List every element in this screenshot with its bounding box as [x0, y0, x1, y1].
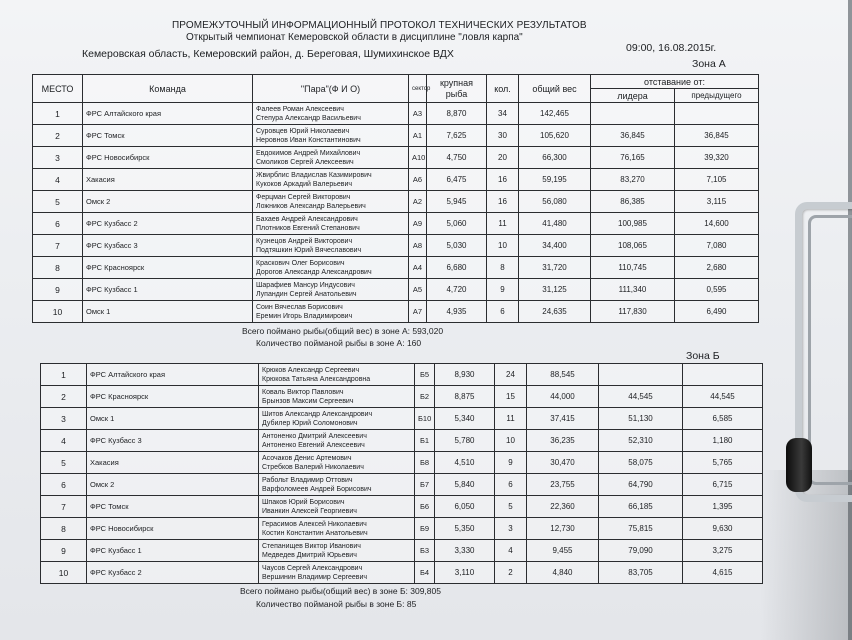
- pair-member-1: Степанищев Виктор Иванович: [262, 542, 361, 550]
- total-weight-cell: 37,415: [527, 408, 599, 430]
- zone-a-results-table: [32, 74, 759, 323]
- total-weight-cell: 22,360: [527, 496, 599, 518]
- table-row: [33, 125, 759, 147]
- pair-cell: [253, 125, 409, 147]
- table-row: [41, 408, 763, 430]
- big-fish-cell: 4,720: [427, 279, 487, 301]
- big-fish-cell: 5,340: [435, 408, 495, 430]
- team-cell: Омск 1: [83, 301, 253, 323]
- sector-cell: Б1: [415, 430, 435, 452]
- pair-member-2: Лупандин Сергей Анатольевич: [256, 290, 357, 298]
- table-row: [41, 386, 763, 408]
- sector-cell: А6: [409, 169, 427, 191]
- pair-member-1: Краскович Олег Борисович: [256, 259, 345, 267]
- total-weight-cell: 4,840: [527, 562, 599, 584]
- gap-previous-cell: 2,680: [675, 257, 759, 279]
- pair-member-2: Кукоков Аркадий Валерьевич: [256, 180, 353, 188]
- place-cell: 3: [41, 408, 87, 430]
- pair-cell: [259, 452, 415, 474]
- team-cell: ФРС Кузбасс 3: [87, 430, 259, 452]
- count-cell: 34: [487, 103, 519, 125]
- pair-member-1: Крюков Александр Сергеевич: [262, 366, 360, 374]
- table-row: [41, 430, 763, 452]
- clipboard-clip-grip: [786, 438, 812, 492]
- place-cell: 1: [41, 364, 87, 386]
- place-cell: 2: [33, 125, 83, 147]
- place-cell: 8: [41, 518, 87, 540]
- count-cell: 3: [495, 518, 527, 540]
- gap-previous-cell: 3,115: [675, 191, 759, 213]
- zone-a-total-count: Количество пойманой рыбы в зоне А: 160: [256, 338, 422, 348]
- gap-leader-cell: 111,340: [591, 279, 675, 301]
- pair-cell: [259, 518, 415, 540]
- count-cell: 11: [487, 213, 519, 235]
- gap-leader-cell: 86,385: [591, 191, 675, 213]
- big-fish-cell: 5,030: [427, 235, 487, 257]
- table-row: [33, 103, 759, 125]
- count-cell: 5: [495, 496, 527, 518]
- gap-leader-cell: 110,745: [591, 257, 675, 279]
- table-row: [33, 191, 759, 213]
- table-row: [41, 518, 763, 540]
- big-fish-cell: 6,475: [427, 169, 487, 191]
- team-cell: Омск 2: [83, 191, 253, 213]
- pair-cell: [253, 257, 409, 279]
- pair-member-1: Шпаков Юрий Борисович: [262, 498, 345, 506]
- place-cell: 4: [41, 430, 87, 452]
- total-weight-cell: 105,620: [519, 125, 591, 147]
- total-weight-cell: 88,545: [527, 364, 599, 386]
- pair-member-1: Чаусов Сергей Александрович: [262, 564, 363, 572]
- gap-leader-cell: 79,090: [599, 540, 683, 562]
- total-weight-cell: 31,720: [519, 257, 591, 279]
- team-cell: ФРС Алтайского края: [87, 364, 259, 386]
- count-cell: 30: [487, 125, 519, 147]
- big-fish-cell: 5,060: [427, 213, 487, 235]
- col-place-header: МЕСТО: [33, 75, 83, 103]
- pair-cell: [259, 540, 415, 562]
- team-cell: ФРС Томск: [83, 125, 253, 147]
- table-row: [41, 452, 763, 474]
- pair-cell: [253, 147, 409, 169]
- table-row: [33, 147, 759, 169]
- big-fish-cell: 7,625: [427, 125, 487, 147]
- pair-member-2: Дорогов Александр Александрович: [256, 268, 372, 276]
- place-cell: 7: [33, 235, 83, 257]
- sector-cell: А1: [409, 125, 427, 147]
- pair-member-2: Подтяшкин Юрий Вячеславович: [256, 246, 362, 254]
- pair-member-2: Антоненко Евгений Алексеевич: [262, 441, 365, 449]
- pair-member-2: Степура Александр Васильевич: [256, 114, 361, 122]
- pair-cell: [259, 562, 415, 584]
- gap-leader-cell: [591, 103, 675, 125]
- document-datetime: 09:00, 16.08.2015г.: [626, 42, 717, 54]
- pair-member-1: Шитов Александр Александрович: [262, 410, 373, 418]
- col-total-header: общий вес: [519, 75, 591, 103]
- sector-cell: Б3: [415, 540, 435, 562]
- count-cell: 6: [487, 301, 519, 323]
- sector-cell: Б10: [415, 408, 435, 430]
- pair-member-1: Асочаков Денис Артемович: [262, 454, 352, 462]
- total-weight-cell: 44,000: [527, 386, 599, 408]
- col-count-header: кол.: [487, 75, 519, 103]
- table-row: [33, 169, 759, 191]
- pair-cell: [253, 213, 409, 235]
- pair-member-2: Плотников Евгений Степанович: [256, 224, 360, 232]
- gap-leader-cell: 52,310: [599, 430, 683, 452]
- col-previous-header: предыдущего: [675, 89, 759, 103]
- count-cell: 6: [495, 474, 527, 496]
- sector-cell: Б5: [415, 364, 435, 386]
- pair-member-1: Ферцман Сергей Викторович: [256, 193, 351, 201]
- pair-cell: [259, 430, 415, 452]
- gap-previous-cell: 14,600: [675, 213, 759, 235]
- big-fish-cell: 5,945: [427, 191, 487, 213]
- count-cell: 8: [487, 257, 519, 279]
- pair-cell: [253, 279, 409, 301]
- gap-leader-cell: [599, 364, 683, 386]
- big-fish-cell: 4,750: [427, 147, 487, 169]
- gap-previous-cell: 3,275: [683, 540, 763, 562]
- count-cell: 2: [495, 562, 527, 584]
- table-row: [33, 301, 759, 323]
- count-cell: 16: [487, 191, 519, 213]
- pair-member-1: Суровцев Юрий Николаевич: [256, 127, 350, 135]
- sector-cell: Б8: [415, 452, 435, 474]
- team-cell: ФРС Кузбасс 1: [83, 279, 253, 301]
- total-weight-cell: 12,730: [527, 518, 599, 540]
- team-cell: Омск 2: [87, 474, 259, 496]
- team-cell: ФРС Новосибирск: [87, 518, 259, 540]
- total-weight-cell: 66,300: [519, 147, 591, 169]
- total-weight-cell: 34,400: [519, 235, 591, 257]
- gap-previous-cell: 1,180: [683, 430, 763, 452]
- place-cell: 1: [33, 103, 83, 125]
- gap-leader-cell: 76,165: [591, 147, 675, 169]
- pair-cell: [259, 496, 415, 518]
- document-title: ПРОМЕЖУТОЧНЫЙ ИНФОРМАЦИОННЫЙ ПРОТОКОЛ ТЕХНИЧЕСКИХ РЕЗУЛЬТАТОВ: [172, 20, 587, 31]
- big-fish-cell: 3,110: [435, 562, 495, 584]
- pair-cell: [253, 103, 409, 125]
- place-cell: 10: [33, 301, 83, 323]
- big-fish-cell: 4,510: [435, 452, 495, 474]
- col-pair-header: "Пара"(Ф И О): [253, 75, 409, 103]
- pair-member-2: Крюкова Татьяна Александровна: [262, 375, 371, 383]
- zone-b-total-count: Количество пойманой рыбы в зоне Б: 85: [256, 599, 417, 609]
- pair-member-2: Дубилер Юрий Соломонович: [262, 419, 358, 427]
- clipboard-clip-inner-wire: [808, 215, 852, 485]
- pair-member-2: Смоликов Сергей Алексеевич: [256, 158, 354, 166]
- big-fish-cell: 4,935: [427, 301, 487, 323]
- gap-leader-cell: 64,790: [599, 474, 683, 496]
- place-cell: 3: [33, 147, 83, 169]
- zone-b-label: Зона Б: [686, 350, 720, 362]
- table-row: [41, 562, 763, 584]
- table-row: [41, 496, 763, 518]
- team-cell: Омск 1: [87, 408, 259, 430]
- table-row: [33, 235, 759, 257]
- pair-member-2: Иванкин Алексей Георгиевич: [262, 507, 357, 515]
- total-weight-cell: 30,470: [527, 452, 599, 474]
- pair-member-2: Еремин Игорь Владимирович: [256, 312, 353, 320]
- gap-leader-cell: 75,815: [599, 518, 683, 540]
- pair-member-1: Герасимов Алексей Николаевич: [262, 520, 367, 528]
- table-row: [41, 540, 763, 562]
- gap-previous-cell: 6,490: [675, 301, 759, 323]
- sector-cell: А2: [409, 191, 427, 213]
- big-fish-cell: 6,050: [435, 496, 495, 518]
- gap-previous-cell: 36,845: [675, 125, 759, 147]
- big-fish-cell: 5,780: [435, 430, 495, 452]
- place-cell: 8: [33, 257, 83, 279]
- pair-member-1: Рабольт Владимир Оттович: [262, 476, 353, 484]
- pair-member-1: Бахаев Андрей Александрович: [256, 215, 358, 223]
- pair-cell: [253, 235, 409, 257]
- gap-previous-cell: 7,105: [675, 169, 759, 191]
- zone-a-label: Зона А: [692, 58, 726, 70]
- pair-member-2: Неровнов Иван Константинович: [256, 136, 361, 144]
- pair-member-2: Ложников Александр Валерьевич: [256, 202, 366, 210]
- sector-cell: А7: [409, 301, 427, 323]
- pair-member-2: Стребков Валерий Николаевич: [262, 463, 364, 471]
- total-weight-cell: 23,755: [527, 474, 599, 496]
- table-row: [41, 364, 763, 386]
- big-fish-cell: 8,870: [427, 103, 487, 125]
- team-cell: ФРС Томск: [87, 496, 259, 518]
- pair-member-1: Шарафиев Мансур Индусович: [256, 281, 355, 289]
- gap-leader-cell: 44,545: [599, 386, 683, 408]
- count-cell: 9: [487, 279, 519, 301]
- sector-cell: Б9: [415, 518, 435, 540]
- place-cell: 2: [41, 386, 87, 408]
- place-cell: 10: [41, 562, 87, 584]
- table-row: [41, 474, 763, 496]
- gap-previous-cell: 4,615: [683, 562, 763, 584]
- team-cell: ФРС Кузбасс 3: [83, 235, 253, 257]
- zone-a-total-weight: Всего поймано рыбы(общий вес) в зоне А: 593,020: [242, 326, 444, 336]
- sector-cell: Б7: [415, 474, 435, 496]
- total-weight-cell: 36,235: [527, 430, 599, 452]
- count-cell: 10: [487, 235, 519, 257]
- pair-cell: [253, 191, 409, 213]
- pair-member-1: Соин Вячеслав Борисович: [256, 303, 343, 311]
- col-leader-header: лидера: [591, 89, 675, 103]
- gap-leader-cell: 117,830: [591, 301, 675, 323]
- gap-previous-cell: 6,585: [683, 408, 763, 430]
- pair-cell: [259, 386, 415, 408]
- gap-previous-cell: 44,545: [683, 386, 763, 408]
- pair-cell: [259, 474, 415, 496]
- team-cell: ФРС Алтайского края: [83, 103, 253, 125]
- count-cell: 15: [495, 386, 527, 408]
- big-fish-cell: 5,350: [435, 518, 495, 540]
- count-cell: 10: [495, 430, 527, 452]
- count-cell: 20: [487, 147, 519, 169]
- team-cell: ФРС Кузбасс 2: [87, 562, 259, 584]
- gap-leader-cell: 108,065: [591, 235, 675, 257]
- gap-previous-cell: 7,080: [675, 235, 759, 257]
- place-cell: 9: [41, 540, 87, 562]
- pair-cell: [253, 169, 409, 191]
- count-cell: 9: [495, 452, 527, 474]
- gap-leader-cell: 66,185: [599, 496, 683, 518]
- document-location: Кемеровская область, Кемеровский район, д. Береговая, Шумихинское ВДХ: [82, 48, 454, 60]
- place-cell: 9: [33, 279, 83, 301]
- gap-previous-cell: 39,320: [675, 147, 759, 169]
- pair-cell: [259, 364, 415, 386]
- pair-member-2: Варфоломеев Андрей Борисович: [262, 485, 372, 493]
- col-sector-header: сектор: [409, 75, 427, 103]
- sector-cell: А3: [409, 103, 427, 125]
- count-cell: 16: [487, 169, 519, 191]
- sector-cell: Б4: [415, 562, 435, 584]
- big-fish-cell: 3,330: [435, 540, 495, 562]
- gap-leader-cell: 100,985: [591, 213, 675, 235]
- place-cell: 5: [41, 452, 87, 474]
- gap-previous-cell: 0,595: [675, 279, 759, 301]
- team-cell: ФРС Красноярск: [83, 257, 253, 279]
- pair-cell: [259, 408, 415, 430]
- place-cell: 7: [41, 496, 87, 518]
- pair-member-2: Вершинин Владимир Сергеевич: [262, 573, 368, 581]
- gap-leader-cell: 36,845: [591, 125, 675, 147]
- team-cell: ФРС Кузбасс 2: [83, 213, 253, 235]
- pair-member-1: Антоненко Дмитрий Алексеевич: [262, 432, 367, 440]
- team-cell: ФРС Новосибирск: [83, 147, 253, 169]
- gap-previous-cell: 5,765: [683, 452, 763, 474]
- col-team-header: Команда: [83, 75, 253, 103]
- big-fish-cell: 6,680: [427, 257, 487, 279]
- pair-member-2: Медведев Дмитрий Юрьевич: [262, 551, 357, 559]
- total-weight-cell: 9,455: [527, 540, 599, 562]
- gap-previous-cell: [675, 103, 759, 125]
- total-weight-cell: 56,080: [519, 191, 591, 213]
- pair-member-1: Жвирблис Владислав Казимирович: [256, 171, 372, 179]
- place-cell: 6: [33, 213, 83, 235]
- table-row: [33, 257, 759, 279]
- place-cell: 4: [33, 169, 83, 191]
- pair-member-1: Коваль Виктор Павлович: [262, 388, 344, 396]
- sector-cell: А8: [409, 235, 427, 257]
- gap-leader-cell: 83,705: [599, 562, 683, 584]
- pair-member-2: Костин Константин Анатольевич: [262, 529, 368, 537]
- big-fish-cell: 8,930: [435, 364, 495, 386]
- count-cell: 11: [495, 408, 527, 430]
- team-cell: ФРС Кузбасс 1: [87, 540, 259, 562]
- total-weight-cell: 41,480: [519, 213, 591, 235]
- team-cell: ФРС Красноярск: [87, 386, 259, 408]
- total-weight-cell: 31,125: [519, 279, 591, 301]
- table-row: [33, 213, 759, 235]
- sector-cell: Б6: [415, 496, 435, 518]
- zone-b-total-weight: Всего поймано рыбы(общий вес) в зоне Б: 309,805: [240, 586, 441, 596]
- gap-leader-cell: 58,075: [599, 452, 683, 474]
- sector-cell: А5: [409, 279, 427, 301]
- col-big-fish-header: крупная рыба: [427, 75, 487, 103]
- team-cell: Хакасия: [87, 452, 259, 474]
- gap-previous-cell: 6,715: [683, 474, 763, 496]
- pair-member-1: Фалеев Роман Алексеевич: [256, 105, 344, 113]
- team-cell: Хакасия: [83, 169, 253, 191]
- pair-member-1: Евдокимов Андрей Михайлович: [256, 149, 361, 157]
- zone-b-results-table: [40, 363, 763, 584]
- sector-cell: Б2: [415, 386, 435, 408]
- gap-previous-cell: [683, 364, 763, 386]
- sector-cell: А4: [409, 257, 427, 279]
- sector-cell: А9: [409, 213, 427, 235]
- gap-previous-cell: 1,395: [683, 496, 763, 518]
- total-weight-cell: 59,195: [519, 169, 591, 191]
- pair-member-2: Брынзов Максим Сергеевич: [262, 397, 354, 405]
- pair-member-1: Кузнецов Андрей Викторович: [256, 237, 353, 245]
- document-subtitle: Открытый чемпионат Кемеровской области в дисциплине "ловля карпа": [186, 32, 523, 43]
- total-weight-cell: 24,635: [519, 301, 591, 323]
- total-weight-cell: 142,465: [519, 103, 591, 125]
- count-cell: 4: [495, 540, 527, 562]
- col-gap-header: отставание от:: [591, 75, 759, 89]
- table-row: [33, 279, 759, 301]
- big-fish-cell: 8,875: [435, 386, 495, 408]
- big-fish-cell: 5,840: [435, 474, 495, 496]
- place-cell: 6: [41, 474, 87, 496]
- count-cell: 24: [495, 364, 527, 386]
- gap-leader-cell: 83,270: [591, 169, 675, 191]
- sector-cell: А10: [409, 147, 427, 169]
- pair-cell: [253, 301, 409, 323]
- gap-previous-cell: 9,630: [683, 518, 763, 540]
- gap-leader-cell: 51,130: [599, 408, 683, 430]
- place-cell: 5: [33, 191, 83, 213]
